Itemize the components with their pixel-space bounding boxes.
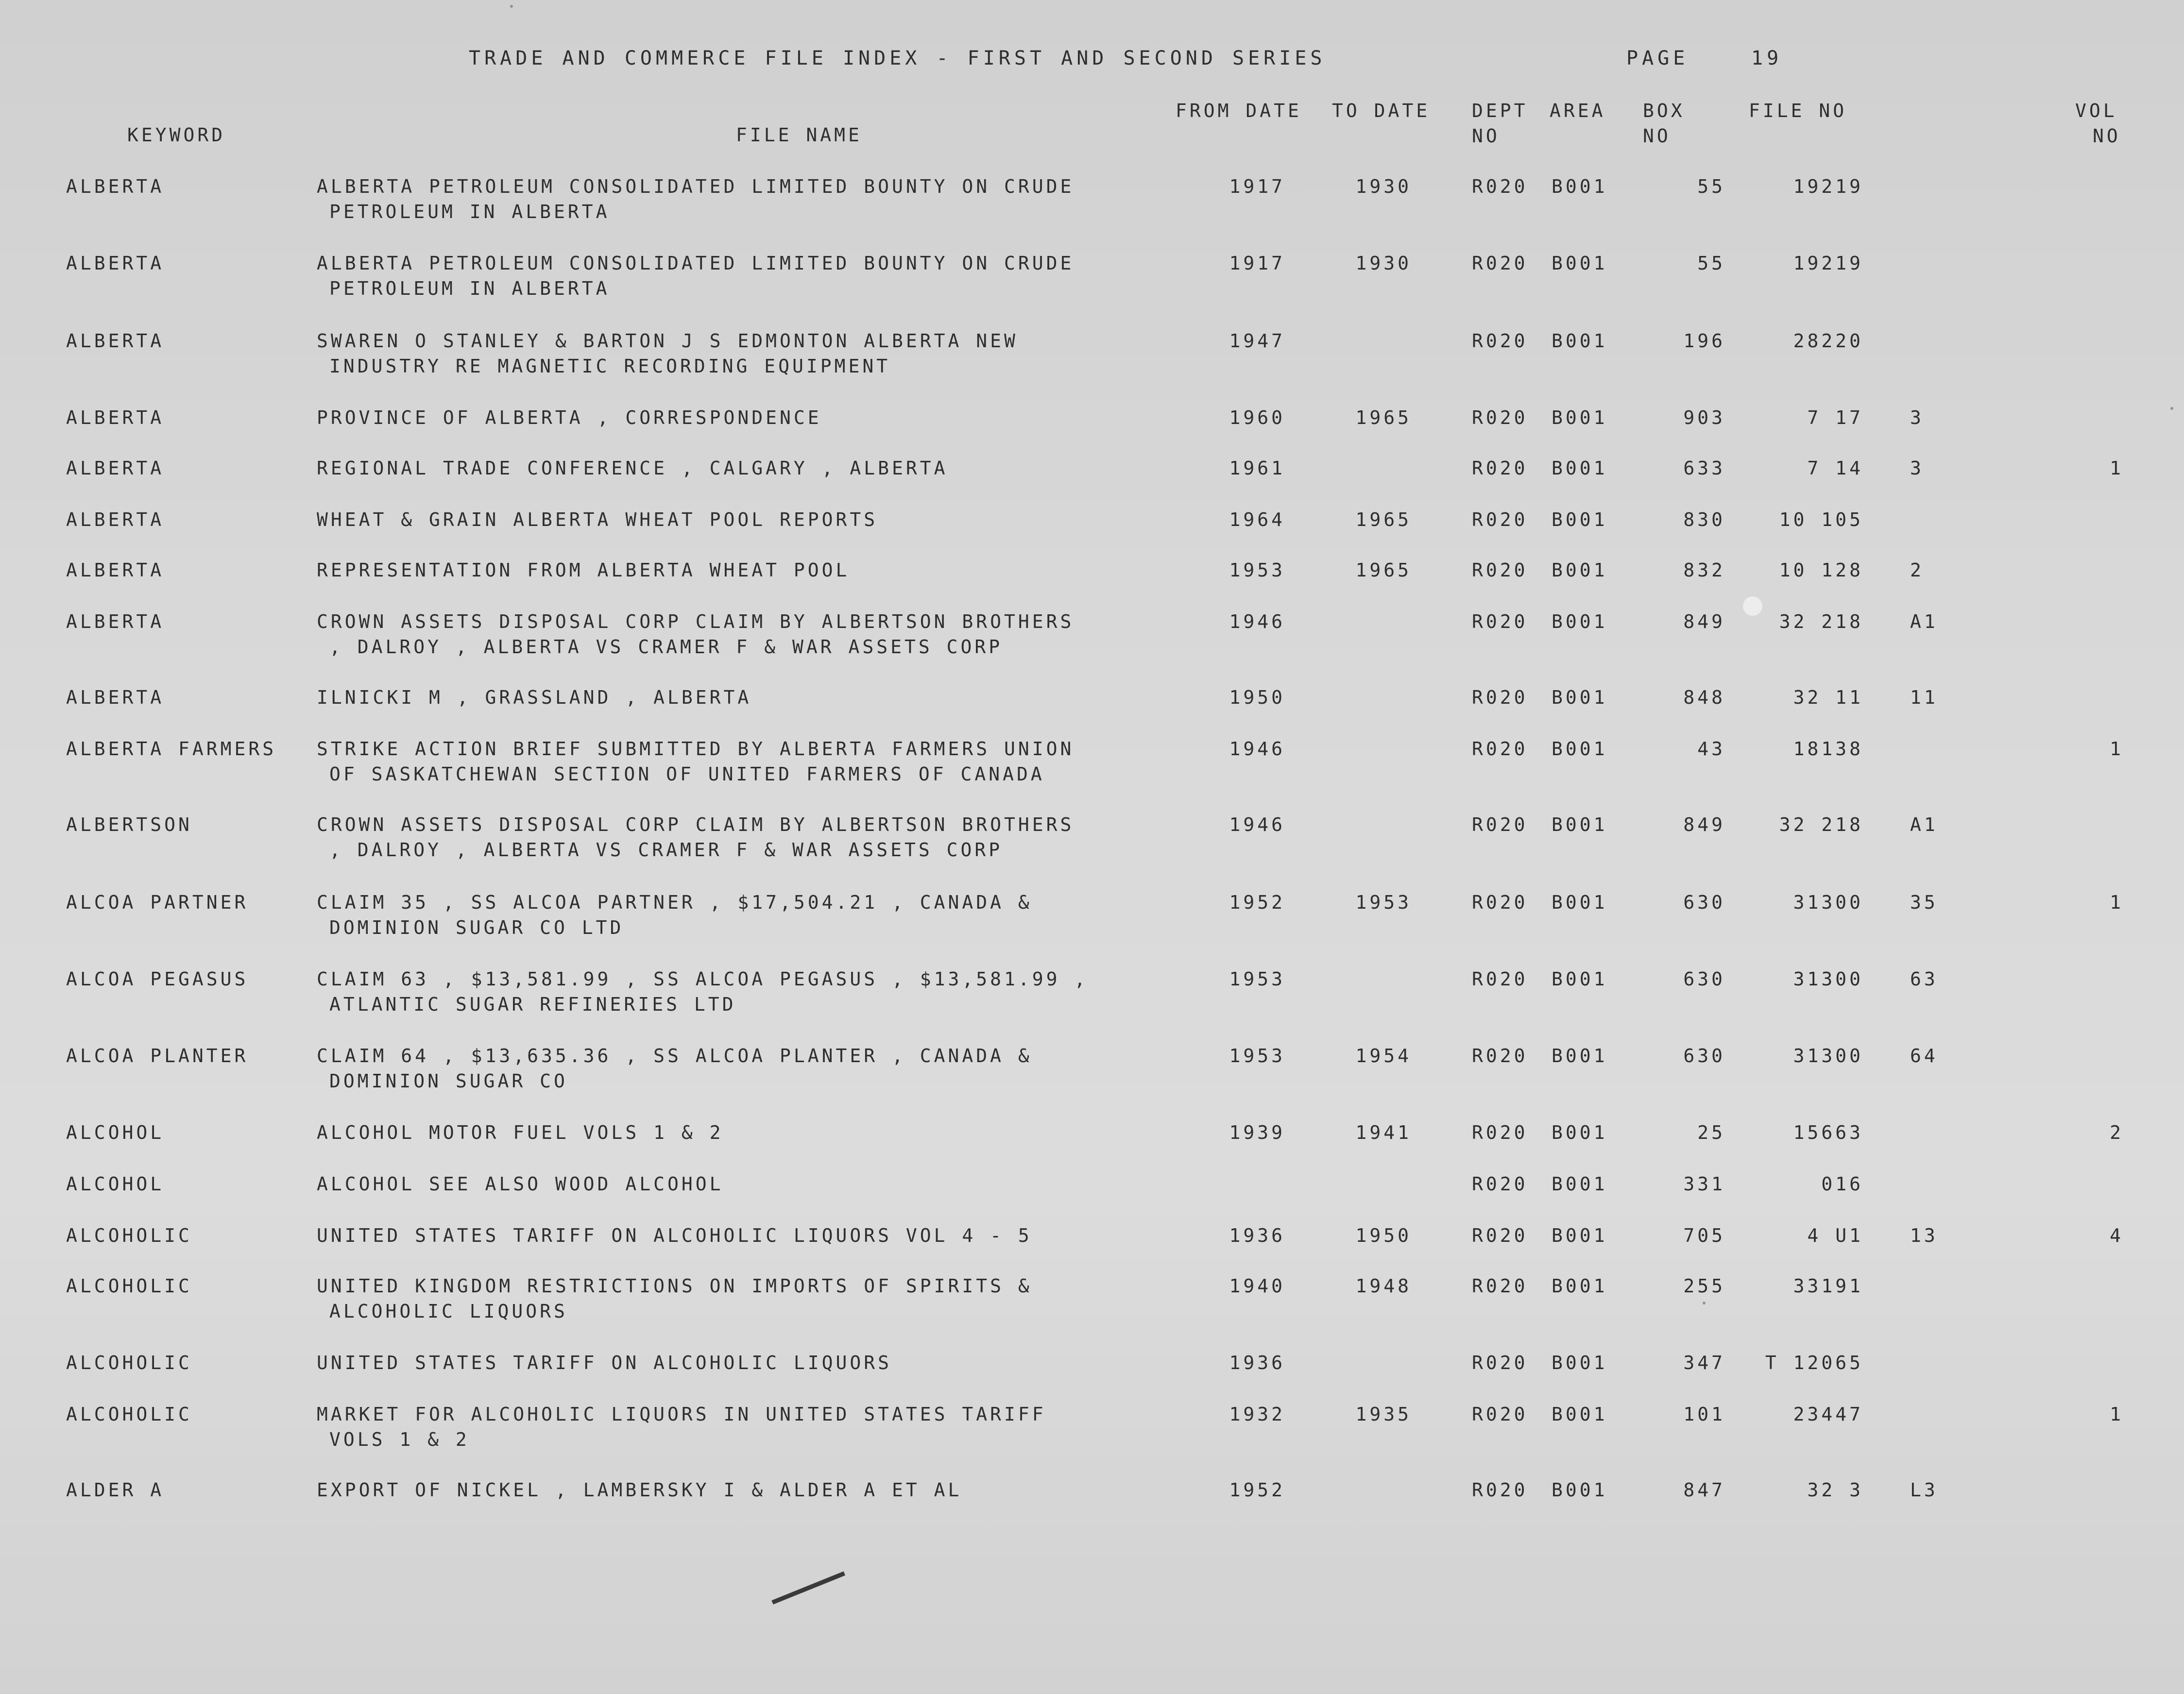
row-file-no: 31300: [1793, 892, 1863, 913]
row-dept-no: R020: [1472, 509, 1528, 530]
row-sub-no: A1: [1910, 814, 1938, 835]
row-file-no: 31300: [1793, 1045, 1863, 1067]
row-from-date: 1960: [1229, 407, 1285, 428]
col-header-box-no: NO: [1643, 125, 1671, 147]
row-dept-no: R020: [1472, 1225, 1528, 1246]
col-header-file-no: FILE NO: [1749, 100, 1847, 121]
row-from-date: 1946: [1229, 611, 1285, 632]
col-header-to-date: TO DATE: [1332, 100, 1431, 121]
row-area: B001: [1552, 1122, 1608, 1143]
row-keyword: ALBERTA: [66, 509, 165, 530]
row-box-no: 903: [1683, 407, 1725, 428]
row-file-no: 19219: [1793, 176, 1863, 197]
col-header-keyword: KEYWORD: [127, 124, 226, 146]
row-to-date: 1941: [1355, 1122, 1412, 1143]
row-dept-no: R020: [1472, 1045, 1528, 1067]
row-area: B001: [1552, 407, 1608, 428]
row-box-no: 347: [1683, 1352, 1725, 1373]
scan-speck: [2170, 407, 2173, 410]
row-dept-no: R020: [1472, 1352, 1528, 1373]
page-label: PAGE: [1626, 47, 1689, 69]
row-to-date: 1948: [1355, 1275, 1412, 1297]
row-file-no: 23447: [1793, 1404, 1863, 1425]
row-sub-no: 63: [1910, 968, 1938, 990]
row-dept-no: R020: [1472, 892, 1528, 913]
row-to-date: 1950: [1355, 1225, 1412, 1246]
row-keyword: ALBERTA: [66, 330, 165, 352]
row-box-no: 255: [1683, 1275, 1725, 1297]
row-file-name: CLAIM 64 , $13,635.36 , SS ALCOA PLANTER , CANADA &: [317, 1045, 1032, 1067]
row-dept-no: R020: [1472, 330, 1528, 352]
row-keyword: ALCOHOL: [66, 1173, 165, 1195]
row-file-no: 10 105: [1779, 509, 1863, 530]
row-keyword: ALCOHOLIC: [66, 1275, 192, 1297]
row-to-date: 1965: [1355, 407, 1412, 428]
row-file-no: 016: [1821, 1173, 1863, 1195]
row-from-date: 1950: [1229, 687, 1285, 708]
page-number: 19: [1751, 47, 1783, 69]
col-header-box: BOX: [1643, 100, 1685, 121]
row-area: B001: [1552, 611, 1608, 632]
row-keyword: ALBERTA: [66, 559, 165, 581]
row-box-no: 101: [1683, 1404, 1725, 1425]
row-from-date: 1936: [1229, 1352, 1285, 1373]
row-area: B001: [1552, 176, 1608, 197]
row-box-no: 43: [1697, 738, 1725, 760]
row-dept-no: R020: [1472, 559, 1528, 581]
row-file-no: 32 218: [1779, 814, 1863, 835]
col-header-from-date: FROM DATE: [1176, 100, 1302, 121]
row-from-date: 1917: [1229, 253, 1285, 274]
row-dept-no: R020: [1472, 687, 1528, 708]
row-keyword: ALCOA PEGASUS: [66, 968, 249, 990]
row-file-name: STRIKE ACTION BRIEF SUBMITTED BY ALBERTA FARMERS UNION: [317, 738, 1075, 760]
row-area: B001: [1552, 892, 1608, 913]
row-keyword: ALCOA PLANTER: [66, 1045, 249, 1067]
scan-speck: [1743, 596, 1762, 616]
row-keyword: ALBERTA: [66, 457, 165, 479]
row-file-name: ALBERTA PETROLEUM CONSOLIDATED LIMITED BOUNTY ON CRUDE: [317, 176, 1075, 197]
row-from-date: 1946: [1229, 738, 1285, 760]
row-file-name-continued: , DALROY , ALBERTA VS CRAMER F & WAR ASSETS CORP: [329, 636, 1003, 658]
col-header-dept: DEPT: [1472, 100, 1528, 121]
row-file-no: 33191: [1793, 1275, 1863, 1297]
row-from-date: 1939: [1229, 1122, 1285, 1143]
row-file-name: UNITED STATES TARIFF ON ALCOHOLIC LIQUORS: [317, 1352, 892, 1373]
row-file-no: 32 11: [1793, 687, 1863, 708]
row-box-no: 830: [1683, 509, 1725, 530]
row-dept-no: R020: [1472, 1404, 1528, 1425]
scan-speck: [1703, 1302, 1706, 1304]
row-file-no: 7 14: [1807, 457, 1863, 479]
row-to-date: 1930: [1355, 176, 1412, 197]
row-dept-no: R020: [1472, 611, 1528, 632]
row-box-no: 630: [1683, 1045, 1725, 1067]
row-file-no: 19219: [1793, 253, 1863, 274]
row-area: B001: [1552, 1045, 1608, 1067]
row-file-name: CLAIM 63 , $13,581.99 , SS ALCOA PEGASUS , $13,581.99 ,: [317, 968, 1089, 990]
row-file-no: 4 U1: [1807, 1225, 1863, 1246]
row-file-name: UNITED STATES TARIFF ON ALCOHOLIC LIQUORS VOL 4 - 5: [317, 1225, 1032, 1246]
row-box-no: 630: [1683, 968, 1725, 990]
row-vol-no: 1: [2110, 738, 2124, 760]
row-sub-no: 35: [1910, 892, 1938, 913]
row-file-name: ALCOHOL SEE ALSO WOOD ALCOHOL: [317, 1173, 724, 1195]
row-to-date: 1935: [1355, 1404, 1412, 1425]
row-from-date: 1953: [1229, 559, 1285, 581]
row-from-date: 1953: [1229, 968, 1285, 990]
row-from-date: 1964: [1229, 509, 1285, 530]
row-sub-no: L3: [1910, 1479, 1938, 1501]
row-dept-no: R020: [1472, 968, 1528, 990]
row-file-name-continued: , DALROY , ALBERTA VS CRAMER F & WAR ASSETS CORP: [329, 839, 1003, 861]
scan-speck: [510, 5, 513, 8]
row-area: B001: [1552, 1404, 1608, 1425]
row-sub-no: 3: [1910, 457, 1924, 479]
row-dept-no: R020: [1472, 814, 1528, 835]
row-file-name: WHEAT & GRAIN ALBERTA WHEAT POOL REPORTS: [317, 509, 878, 530]
row-file-no: 32 3: [1807, 1479, 1863, 1501]
row-file-name-continued: DOMINION SUGAR CO: [329, 1070, 568, 1092]
row-file-name-continued: INDUSTRY RE MAGNETIC RECORDING EQUIPMENT: [329, 356, 891, 377]
row-area: B001: [1552, 1225, 1608, 1246]
row-keyword: ALCOA PARTNER: [66, 892, 249, 913]
row-box-no: 630: [1683, 892, 1725, 913]
row-file-name-continued: DOMINION SUGAR CO LTD: [329, 917, 624, 938]
row-file-name-continued: ALCOHOLIC LIQUORS: [329, 1301, 568, 1322]
row-sub-no: 64: [1910, 1045, 1938, 1067]
row-to-date: 1965: [1355, 509, 1412, 530]
row-keyword: ALCOHOLIC: [66, 1404, 192, 1425]
row-keyword: ALCOHOL: [66, 1122, 165, 1143]
row-area: B001: [1552, 687, 1608, 708]
row-file-no: 7 17: [1807, 407, 1863, 428]
row-box-no: 331: [1683, 1173, 1725, 1195]
row-file-name-continued: OF SASKATCHEWAN SECTION OF UNITED FARMERS OF CANADA: [329, 763, 1045, 785]
row-box-no: 633: [1683, 457, 1725, 479]
row-box-no: 196: [1683, 330, 1725, 352]
scan-mark: [771, 1571, 845, 1604]
col-header-vol: VOL: [2075, 100, 2117, 121]
row-file-name: MARKET FOR ALCOHOLIC LIQUORS IN UNITED STATES TARIFF: [317, 1404, 1046, 1425]
row-file-name-continued: PETROLEUM IN ALBERTA: [329, 278, 610, 299]
row-file-no: 28220: [1793, 330, 1863, 352]
row-file-no: 32 218: [1779, 611, 1863, 632]
row-sub-no: 13: [1910, 1225, 1938, 1246]
row-dept-no: R020: [1472, 407, 1528, 428]
row-dept-no: R020: [1472, 457, 1528, 479]
row-area: B001: [1552, 1479, 1608, 1501]
row-area: B001: [1552, 330, 1608, 352]
row-vol-no: 2: [2110, 1122, 2124, 1143]
row-file-name: ALBERTA PETROLEUM CONSOLIDATED LIMITED BOUNTY ON CRUDE: [317, 253, 1075, 274]
row-from-date: 1952: [1229, 1479, 1285, 1501]
row-to-date: 1953: [1355, 892, 1412, 913]
col-header-dept-no: NO: [1472, 125, 1500, 147]
row-file-name: REPRESENTATION FROM ALBERTA WHEAT POOL: [317, 559, 850, 581]
row-dept-no: R020: [1472, 1122, 1528, 1143]
row-to-date: 1965: [1355, 559, 1412, 581]
col-header-vol-no: NO: [2093, 125, 2121, 147]
row-area: B001: [1552, 814, 1608, 835]
row-keyword: ALDER A: [66, 1479, 165, 1501]
row-from-date: 1932: [1229, 1404, 1285, 1425]
col-header-file-name: FILE NAME: [736, 124, 862, 146]
index-title: TRADE AND COMMERCE FILE INDEX - FIRST AND SECOND SERIES: [469, 47, 1326, 69]
row-area: B001: [1552, 509, 1608, 530]
row-file-name: ILNICKI M , GRASSLAND , ALBERTA: [317, 687, 752, 708]
row-dept-no: R020: [1472, 1479, 1528, 1501]
row-to-date: 1954: [1355, 1045, 1412, 1067]
row-dept-no: R020: [1472, 1275, 1528, 1297]
row-area: B001: [1552, 1173, 1608, 1195]
row-file-name: REGIONAL TRADE CONFERENCE , CALGARY , ALBERTA: [317, 457, 948, 479]
row-vol-no: 1: [2110, 1404, 2124, 1425]
row-keyword: ALCOHOLIC: [66, 1352, 192, 1373]
row-file-name: UNITED KINGDOM RESTRICTIONS ON IMPORTS OF SPIRITS &: [317, 1275, 1032, 1297]
row-file-name: EXPORT OF NICKEL , LAMBERSKY I & ALDER A ET AL: [317, 1479, 962, 1501]
row-sub-no: 3: [1910, 407, 1924, 428]
row-file-no: 15663: [1793, 1122, 1863, 1143]
row-from-date: 1940: [1229, 1275, 1285, 1297]
row-file-name-continued: ATLANTIC SUGAR REFINERIES LTD: [329, 994, 736, 1015]
row-keyword: ALBERTA: [66, 407, 165, 428]
row-sub-no: A1: [1910, 611, 1938, 632]
row-file-name: PROVINCE OF ALBERTA , CORRESPONDENCE: [317, 407, 822, 428]
row-area: B001: [1552, 738, 1608, 760]
row-to-date: 1930: [1355, 253, 1412, 274]
row-from-date: 1946: [1229, 814, 1285, 835]
row-file-name-continued: VOLS 1 & 2: [329, 1429, 470, 1450]
row-from-date: 1953: [1229, 1045, 1285, 1067]
row-keyword: ALBERTA: [66, 611, 165, 632]
row-keyword: ALBERTSON: [66, 814, 192, 835]
row-vol-no: 1: [2110, 457, 2124, 479]
row-box-no: 55: [1697, 176, 1725, 197]
row-area: B001: [1552, 559, 1608, 581]
row-box-no: 705: [1683, 1225, 1725, 1246]
row-dept-no: R020: [1472, 176, 1528, 197]
row-file-name: ALCOHOL MOTOR FUEL VOLS 1 & 2: [317, 1122, 724, 1143]
row-area: B001: [1552, 253, 1608, 274]
row-sub-no: 2: [1910, 559, 1924, 581]
row-area: B001: [1552, 1275, 1608, 1297]
row-file-name: CROWN ASSETS DISPOSAL CORP CLAIM BY ALBERTSON BROTHERS: [317, 611, 1075, 632]
row-file-no: 18138: [1793, 738, 1863, 760]
row-from-date: 1917: [1229, 176, 1285, 197]
row-file-no: T 12065: [1765, 1352, 1863, 1373]
row-area: B001: [1552, 1352, 1608, 1373]
row-from-date: 1947: [1229, 330, 1285, 352]
row-box-no: 55: [1697, 253, 1725, 274]
row-box-no: 832: [1683, 559, 1725, 581]
row-dept-no: R020: [1472, 1173, 1528, 1195]
row-file-no: 31300: [1793, 968, 1863, 990]
row-box-no: 849: [1683, 814, 1725, 835]
row-keyword: ALBERTA FARMERS: [66, 738, 277, 760]
row-file-name-continued: PETROLEUM IN ALBERTA: [329, 201, 610, 222]
row-from-date: 1961: [1229, 457, 1285, 479]
row-keyword: ALBERTA: [66, 687, 165, 708]
col-header-area: AREA: [1550, 100, 1606, 121]
row-area: B001: [1552, 457, 1608, 479]
row-file-name: CROWN ASSETS DISPOSAL CORP CLAIM BY ALBERTSON BROTHERS: [317, 814, 1075, 835]
row-box-no: 849: [1683, 611, 1725, 632]
row-vol-no: 1: [2110, 892, 2124, 913]
row-vol-no: 4: [2110, 1225, 2124, 1246]
row-file-name: SWAREN O STANLEY & BARTON J S EDMONTON ALBERTA NEW: [317, 330, 1018, 352]
row-box-no: 847: [1683, 1479, 1725, 1501]
row-dept-no: R020: [1472, 738, 1528, 760]
row-file-no: 10 128: [1779, 559, 1863, 581]
row-file-name: CLAIM 35 , SS ALCOA PARTNER , $17,504.21 , CANADA &: [317, 892, 1032, 913]
row-keyword: ALCOHOLIC: [66, 1225, 192, 1246]
row-area: B001: [1552, 968, 1608, 990]
row-from-date: 1936: [1229, 1225, 1285, 1246]
row-box-no: 848: [1683, 687, 1725, 708]
row-from-date: 1952: [1229, 892, 1285, 913]
row-box-no: 25: [1697, 1122, 1725, 1143]
row-dept-no: R020: [1472, 253, 1528, 274]
row-keyword: ALBERTA: [66, 253, 165, 274]
row-sub-no: 11: [1910, 687, 1938, 708]
row-keyword: ALBERTA: [66, 176, 165, 197]
